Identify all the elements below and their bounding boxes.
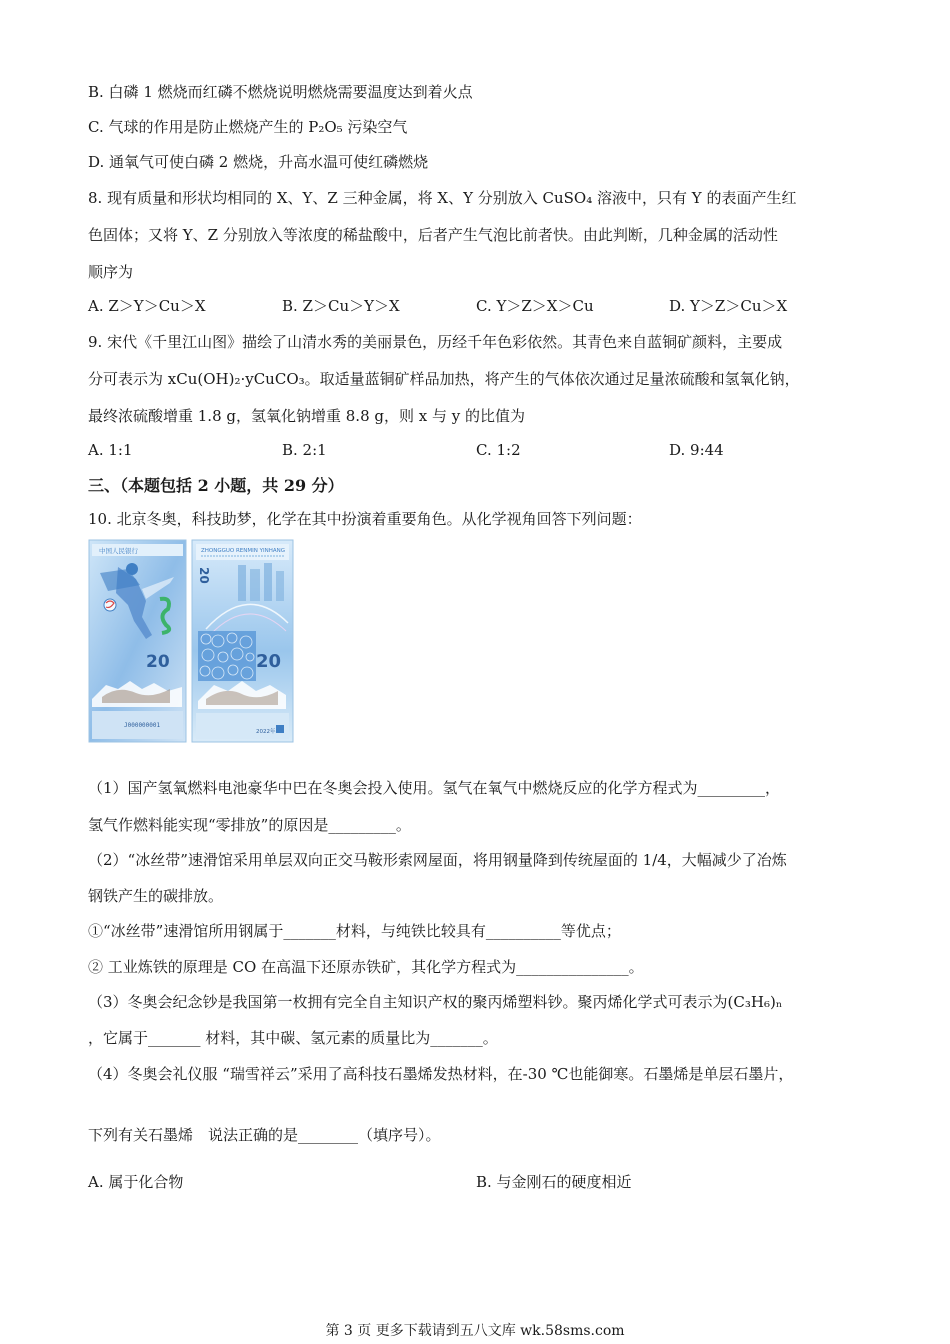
q8-option-a: A. Z＞Y＞Cu＞X xyxy=(88,297,206,315)
back-year: 2022年 xyxy=(256,729,276,735)
q9-stem-line-1: 9. 宋代《千里江山图》描绘了山清水秀的美丽景色，历经千年色彩依然。其青色来自蓝铜矿颜料，主要成 xyxy=(88,333,783,351)
q8-stem-line-1: 8. 现有质量和形状均相同的 X、Y、Z 三种金属，将 X、Y 分别放入 CuSO₄ 溶液中，只有 Y 的表面产生红 xyxy=(88,189,797,207)
q10-option-b: B. 与金刚石的硬度相近 xyxy=(476,1173,632,1191)
part2-line-2: 钢铁产生的碳排放。 xyxy=(88,887,224,905)
q9-option-b: B. 2:1 xyxy=(282,441,327,459)
q9-option-d: D. 9:44 xyxy=(669,441,724,459)
part3-line-1: （3）冬奥会纪念钞是我国第一枚拥有完全自主知识产权的聚丙烯塑料钞。聚丙烯化学式可表示为(C₃H₆)ₙ xyxy=(88,993,783,1011)
q8-option-b: B. Z＞Cu＞Y＞X xyxy=(282,297,400,315)
q9-option-a: A. 1:1 xyxy=(88,441,133,459)
q7-option-b: B. 白磷 1 燃烧而红磷不燃烧说明燃烧需要温度达到着火点 xyxy=(88,83,473,101)
banknote-front xyxy=(89,540,186,742)
q9-stem-line-2: 分可表示为 xCu(OH)₂·yCuCO₃。取适量蓝铜矿样品加热，将产生的气体依次通过足量浓硫酸和氢氧化钠， xyxy=(88,370,800,388)
q7-option-c: C. 气球的作用是防止燃烧产生的 P₂O₅ 污染空气 xyxy=(88,118,408,136)
section-heading: 三、（本题包括 2 小题，共 29 分） xyxy=(88,476,344,495)
q10-stem: 10. 北京冬奥，科技助梦，化学在其中扮演着重要角色。从化学视角回答下列问题： xyxy=(88,510,642,528)
front-serial: J000000001 xyxy=(124,722,161,729)
part2-line-3: ①“冰丝带”速滑馆所用钢属于_______材料，与纯铁比较具有__________等优点； xyxy=(88,922,621,940)
part1-line-2: 氢气作燃料能实现“零排放”的原因是_________。 xyxy=(88,816,411,834)
back-side-value: 20 xyxy=(197,567,211,584)
front-bank-name: 中国人民银行 xyxy=(99,547,138,555)
commemorative-banknote-image xyxy=(88,539,294,743)
q9-option-c: C. 1:2 xyxy=(476,441,521,459)
part3-line-2: ，它属于_______ 材料，其中碳、氢元素的质量比为_______。 xyxy=(88,1029,498,1047)
part1-line-1: （1）国产氢氧燃料电池豪华中巴在冬奥会投入使用。氢气在氧气中燃烧反应的化学方程式为_________， xyxy=(88,779,781,797)
part4-line-1: （4）冬奥会礼仪服 “瑞雪祥云”采用了高科技石墨烯发热材料，在-30 ℃也能御寒。石墨烯是单层石墨片， xyxy=(88,1065,794,1083)
q8-stem-line-2: 色固体；又将 Y、Z 分别放入等浓度的稀盐酸中，后者产生气泡比前者快。由此判断，几种金属的活动性 xyxy=(88,226,778,244)
back-bank-name: ZHONGGUO RENMIN YINHANG xyxy=(201,548,285,554)
q9-stem-line-3: 最终浓硫酸增重 1.8 g，氢氧化钠增重 8.8 g，则 x 与 y 的比值为 xyxy=(88,407,525,425)
part2-line-4: ② 工业炼铁的原理是 CO 在高温下还原赤铁矿，其化学方程式为_______________。 xyxy=(88,958,644,976)
banknote-back xyxy=(192,540,293,742)
part2-line-1: （2）“冰丝带”速滑馆采用单层双向正交马鞍形索网屋面，将用钢量降到传统屋面的 1/4，大幅减少了冶炼 xyxy=(88,851,787,869)
part4-line-2: 下列有关石墨烯 说法正确的是________（填序号）。 xyxy=(88,1126,441,1144)
back-value: 20 xyxy=(256,651,282,672)
q8-stem-line-3: 顺序为 xyxy=(88,263,134,281)
q8-option-c: C. Y＞Z＞X＞Cu xyxy=(476,297,594,315)
page-footer: 第 3 页 更多下载请到五八文库 wk.58sms.com xyxy=(325,1323,625,1339)
front-value: 20 xyxy=(146,652,170,672)
q8-option-d: D. Y＞Z＞Cu＞X xyxy=(669,297,788,315)
q10-option-a: A. 属于化合物 xyxy=(88,1173,184,1191)
q7-option-d: D. 通氧气可使白磷 2 燃烧，升高水温可使红磷燃烧 xyxy=(88,153,429,171)
